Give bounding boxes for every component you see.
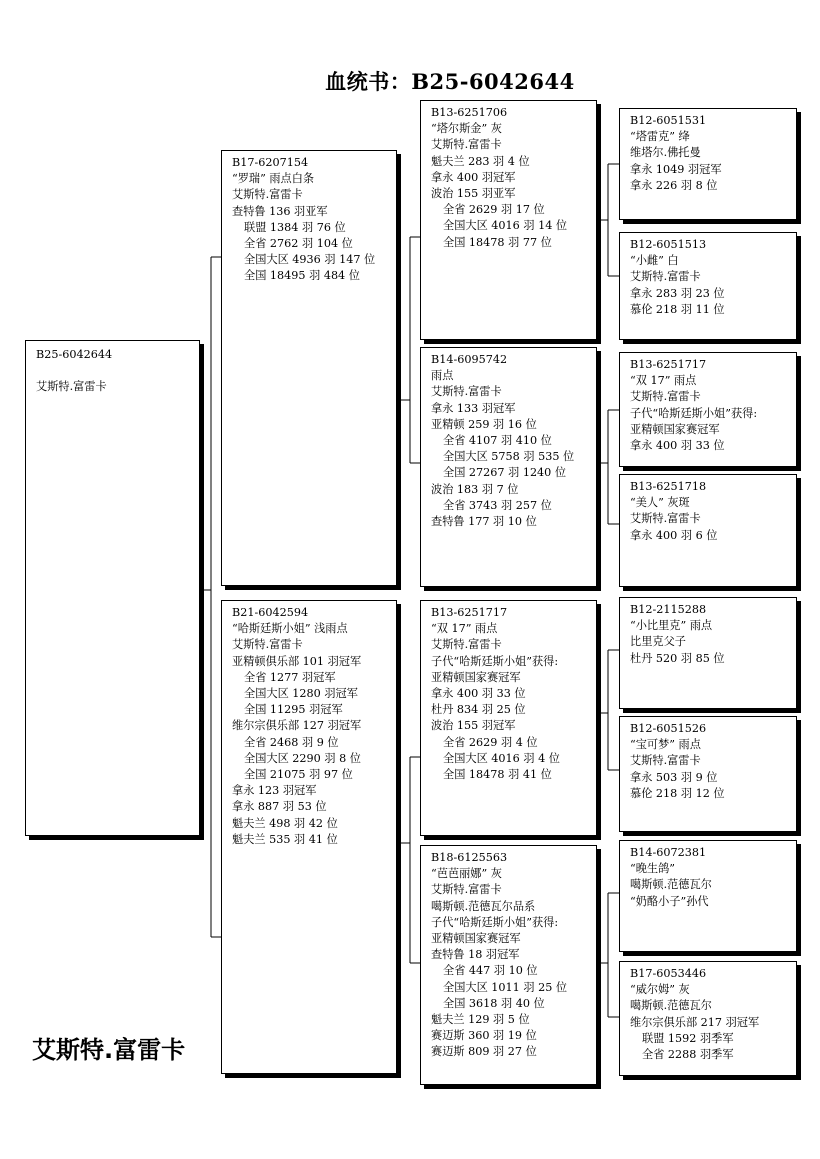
pedigree-line: 全省 3743 羽 257 位 (443, 498, 552, 512)
pedigree-line: 杜丹 834 羽 25 位 (431, 703, 526, 717)
pedigree-line: 全国 3618 羽 40 位 (443, 996, 545, 1010)
pedigree-box-ggp-1 (619, 108, 797, 220)
pedigree-box-sire-dam (420, 347, 597, 587)
pedigree-line: 亚精顿 259 羽 16 位 (431, 417, 537, 431)
pedigree-line: 杜丹 520 羽 85 位 (630, 651, 725, 665)
pedigree-box-dam-sire (420, 600, 597, 836)
pedigree-line: 噶斯顿.范德瓦尔品系 (431, 899, 536, 913)
pedigree-line: 艾斯特.富雷卡 (36, 380, 107, 394)
pedigree-line: “宝可梦” 雨点 (630, 738, 701, 752)
pedigree-line: 子代“哈斯廷斯小姐”获得: (431, 654, 559, 668)
pedigree-line: 艾斯特.富雷卡 (232, 188, 303, 202)
pedigree-line: 波治 183 羽 7 位 (431, 482, 519, 496)
ring-number: B12-6051526 (630, 722, 707, 735)
pedigree-line: 全国 18495 羽 484 位 (244, 269, 360, 283)
pedigree-line: “芭芭丽娜” 灰 (431, 867, 502, 881)
pedigree-line: 全省 2762 羽 104 位 (244, 237, 353, 251)
pedigree-line: 全省 4107 羽 410 位 (443, 434, 552, 448)
pedigree-box-ggp-8 (619, 961, 797, 1076)
pedigree-line: 拿永 400 羽冠军 (431, 170, 516, 184)
pedigree-line: 子代“哈斯廷斯小姐”获得: (431, 915, 559, 929)
pedigree-line: “威尔姆” 灰 (630, 983, 690, 997)
pedigree-line: 全国 18478 羽 41 位 (443, 768, 552, 782)
ring-number: B12-6051531 (630, 114, 707, 127)
pedigree-box-ggp-2 (619, 232, 797, 340)
pedigree-line: 维尔宗俱乐部 217 羽冠军 (630, 1015, 760, 1029)
pedigree-line: 全国大区 4016 羽 4 位 (443, 751, 560, 765)
pedigree-line: 艾斯特.富雷卡 (431, 638, 502, 652)
pedigree-line: 拿永 226 羽 8 位 (630, 178, 718, 192)
ring-number: B14-6072381 (630, 846, 707, 859)
pedigree-line: 慕伦 218 羽 11 位 (630, 302, 725, 316)
pedigree-line: 魁夫兰 283 羽 4 位 (431, 154, 530, 168)
pedigree-line: 全国 18478 羽 77 位 (443, 235, 552, 249)
pedigree-line: 艾斯特.富雷卡 (630, 390, 701, 404)
pedigree-line: 全国大区 1011 羽 25 位 (443, 980, 568, 994)
pedigree-line: 亚精顿国家赛冠军 (431, 932, 521, 946)
ring-number: B18-6125563 (431, 851, 508, 864)
pedigree-line: “晚生鸽” (630, 862, 676, 876)
pedigree-line: 全国大区 1280 羽冠军 (244, 687, 358, 701)
ring-number: B13-6251706 (431, 106, 508, 119)
ring-number: B13-6251718 (630, 480, 707, 493)
pedigree-box-ggp-7 (619, 840, 797, 952)
pedigree-line: 拿永 1049 羽冠军 (630, 162, 722, 176)
pedigree-line: 魁夫兰 535 羽 41 位 (232, 832, 338, 846)
pedigree-line: 雨点 (431, 369, 454, 383)
pedigree-line: 艾斯特.富雷卡 (431, 385, 502, 399)
pedigree-line: 噶斯顿.范德瓦尔 (630, 999, 712, 1013)
pedigree-line: 噶斯顿.范德瓦尔 (630, 878, 712, 892)
pedigree-line: 全国大区 4936 羽 147 位 (244, 253, 376, 267)
pedigree-line: 全国 27267 羽 1240 位 (443, 466, 567, 480)
pedigree-line: 全国大区 2290 羽 8 位 (244, 751, 361, 765)
pedigree-line: 查特鲁 177 羽 10 位 (431, 515, 537, 529)
pedigree-line: “双 17” 雨点 (431, 622, 498, 636)
ring-number: B13-6251717 (431, 606, 508, 619)
ring-number: B12-6051513 (630, 238, 707, 251)
pedigree-line: 全省 2629 羽 17 位 (443, 203, 545, 217)
pedigree-box-ggp-4 (619, 474, 797, 587)
pedigree-line: 拿永 887 羽 53 位 (232, 800, 327, 814)
pedigree-line: 亚精顿俱乐部 101 羽冠军 (232, 654, 362, 668)
pedigree-box-dam-dam (420, 845, 597, 1085)
ring-number: B14-6095742 (431, 353, 508, 366)
pedigree-line: 全国大区 4016 羽 14 位 (443, 219, 568, 233)
pedigree-line: 亚精顿国家赛冠军 (431, 670, 521, 684)
ring-number: B13-6251717 (630, 358, 707, 371)
pedigree-line: 波治 155 羽冠军 (431, 719, 516, 733)
pedigree-line: 拿永 133 羽冠军 (431, 401, 516, 415)
pedigree-line: 维尔宗俱乐部 127 羽冠军 (232, 719, 362, 733)
pedigree-line: “小雌” 白 (630, 254, 679, 268)
pedigree-line: 查特鲁 18 羽冠军 (431, 948, 520, 962)
pedigree-line: 拿永 503 羽 9 位 (630, 770, 718, 784)
pedigree-box-dam (221, 600, 397, 1074)
ring-number: B17-6053446 (630, 967, 707, 980)
pedigree-line: 全省 1277 羽冠军 (244, 670, 336, 684)
pedigree-box-ggp-6 (619, 716, 797, 832)
pedigree-line: 全国 21075 羽 97 位 (244, 768, 353, 782)
page-title: 血统书：B25-6042644 (325, 69, 575, 94)
pedigree-box-subject (25, 340, 200, 836)
pedigree-line: “小比里克” 雨点 (630, 619, 713, 633)
pedigree-line: 拿永 283 羽 23 位 (630, 286, 725, 300)
ring-number: B21-6042594 (232, 606, 309, 619)
pedigree-line: 联盟 1592 羽季军 (642, 1031, 734, 1045)
pedigree-line: 魁夫兰 498 羽 42 位 (232, 816, 338, 830)
pedigree-line: 比里克父子 (630, 635, 686, 649)
pedigree-line: “塔尔斯金” 灰 (431, 122, 502, 136)
pedigree-line: 查特鲁 136 羽亚军 (232, 204, 328, 218)
pedigree-line: “罗瑞” 雨点白条 (232, 172, 315, 186)
pedigree-line: 联盟 1384 羽 76 位 (244, 220, 346, 234)
pedigree-line: 艾斯特.富雷卡 (630, 512, 701, 526)
pedigree-line: 全国 11295 羽冠军 (244, 703, 343, 717)
pedigree-box-ggp-3 (619, 352, 797, 467)
pedigree-line: “双 17” 雨点 (630, 374, 697, 388)
line-spacer (36, 363, 193, 379)
pedigree-line: “美人” 灰斑 (630, 496, 690, 510)
pedigree-line: 拿永 400 羽 33 位 (431, 687, 526, 701)
pedigree-line: 维塔尔.佛托曼 (630, 146, 701, 160)
pedigree-line: 全省 2288 羽季军 (642, 1048, 734, 1062)
pedigree-line: 子代“哈斯廷斯小姐”获得: (630, 406, 758, 420)
pedigree-line: 全国大区 5758 羽 535 位 (443, 450, 575, 464)
pedigree-line: “哈斯廷斯小姐” 浅雨点 (232, 622, 348, 636)
pedigree-line: 魁夫兰 129 羽 5 位 (431, 1013, 530, 1027)
pedigree-box-sire (221, 150, 397, 586)
pedigree-line: 波治 155 羽亚军 (431, 187, 516, 201)
subject-name-footer: 艾斯特.富雷卡 (32, 1036, 186, 1064)
pedigree-line: “奶酪小子”孙代 (630, 894, 709, 908)
pedigree-line: 拿永 400 羽 33 位 (630, 439, 725, 453)
pedigree-box-ggp-5 (619, 597, 797, 709)
pedigree-line: 赛迈斯 360 羽 19 位 (431, 1029, 537, 1043)
ring-number: B17-6207154 (232, 156, 309, 169)
pedigree-line: 拿永 123 羽冠军 (232, 784, 317, 798)
pedigree-line: 艾斯特.富雷卡 (431, 138, 502, 152)
pedigree-line: 全省 2468 羽 9 位 (244, 735, 339, 749)
pedigree-line: 赛迈斯 809 羽 27 位 (431, 1045, 537, 1059)
pedigree-line: 慕伦 218 羽 12 位 (630, 786, 725, 800)
pedigree-line: 亚精顿国家赛冠军 (630, 422, 720, 436)
pedigree-line: “塔雷克” 绛 (630, 130, 690, 144)
pedigree-line: 艾斯特.富雷卡 (630, 754, 701, 768)
ring-number: B25-6042644 (36, 348, 113, 361)
pedigree-line: 拿永 400 羽 6 位 (630, 528, 718, 542)
ring-number: B12-2115288 (630, 603, 707, 616)
pedigree-box-sire-sire (420, 100, 597, 340)
pedigree-line: 艾斯特.富雷卡 (232, 638, 303, 652)
pedigree-line: 全省 2629 羽 4 位 (443, 735, 538, 749)
pedigree-line: 艾斯特.富雷卡 (630, 270, 701, 284)
pedigree-line: 全省 447 羽 10 位 (443, 964, 538, 978)
pedigree-line: 艾斯特.富雷卡 (431, 883, 502, 897)
